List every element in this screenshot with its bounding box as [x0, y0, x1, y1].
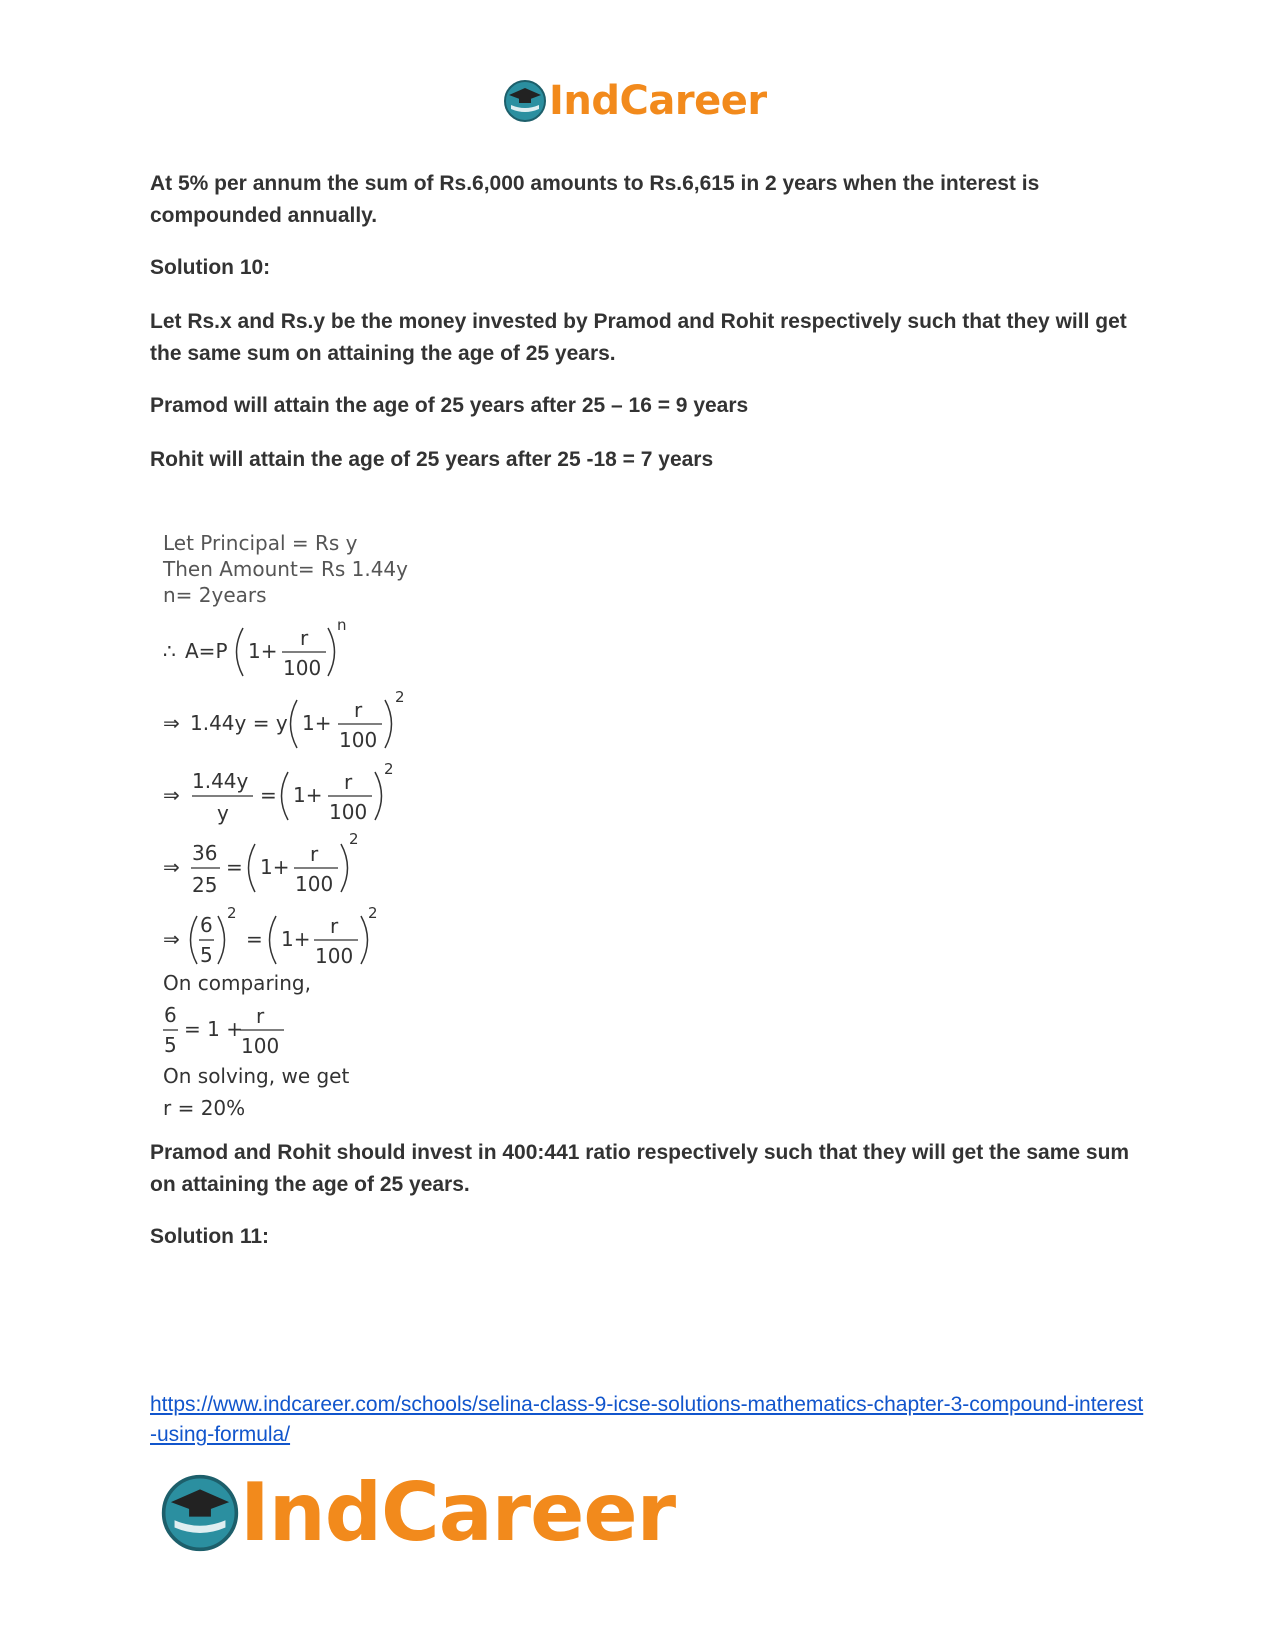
svg-text:1+: 1+: [293, 783, 323, 807]
svg-text:100: 100: [241, 1034, 280, 1058]
svg-text:100: 100: [315, 944, 354, 968]
svg-text:5: 5: [200, 943, 213, 967]
footer-link[interactable]: https://www.indcareer.com/schools/selina-class-9-icse-solutions-mathematics-chapter-3-compound-interest-using-formula/: [150, 1393, 1144, 1446]
svg-text:1+: 1+: [302, 711, 332, 735]
math-on-comparing: On comparing,: [163, 971, 311, 995]
svg-text:= 1 +: = 1 +: [184, 1017, 243, 1041]
svg-text:25: 25: [192, 873, 218, 897]
math-formula-compound: [163, 616, 347, 680]
svg-text:2: 2: [384, 760, 394, 778]
svg-text:⇒: ⇒: [163, 783, 180, 807]
svg-text:A=P: A=P: [185, 639, 228, 663]
graduation-cap-globe-icon: [160, 1473, 240, 1553]
paragraph-let-x-y: Let Rs.x and Rs.y be the money invested by Pramod and Rohit respectively such that they will get the same sum on attaining the age of 25 years.: [150, 310, 1127, 365]
svg-text:2: 2: [227, 904, 237, 922]
footer-logo[interactable]: [160, 1466, 675, 1559]
svg-text:⇒: ⇒: [163, 927, 180, 951]
svg-text:=: =: [226, 855, 243, 879]
svg-text:1+: 1+: [281, 927, 311, 951]
heading-solution-10: Solution 10:: [150, 256, 271, 279]
math-step-4: [163, 904, 378, 968]
logo-text: IndCareer: [549, 78, 767, 124]
math-step-5: [163, 1003, 284, 1058]
svg-text:r: r: [300, 626, 309, 650]
svg-text:2: 2: [395, 688, 405, 706]
svg-text:⇒: ⇒: [163, 711, 180, 735]
svg-text:1.44y: 1.44y: [192, 769, 249, 793]
math-line-principal: Let Principal = Rs y: [163, 531, 358, 555]
svg-text:n: n: [337, 616, 347, 634]
svg-text:r: r: [330, 914, 339, 938]
svg-text:36: 36: [192, 841, 218, 865]
svg-text:1.44y = y: 1.44y = y: [190, 711, 288, 735]
heading-solution-11: Solution 11:: [150, 1225, 270, 1248]
svg-text:100: 100: [295, 872, 334, 896]
paragraph-pramod-age: Pramod will attain the age of 25 years after 25 – 16 = 9 years: [150, 394, 749, 417]
svg-text:r: r: [344, 770, 353, 794]
math-line-n: n= 2years: [163, 583, 267, 607]
paragraph-ratio-conclusion: Pramod and Rohit should invest in 400:441 ratio respectively such that they will get the same sum on attaining the age of 25 years.: [150, 1141, 1130, 1196]
paragraph-interest-statement: At 5% per annum the sum of Rs.6,000 amounts to Rs.6,615 in 2 years when the interest is compounded annually.: [150, 172, 1040, 227]
svg-text:6: 6: [164, 1003, 177, 1027]
svg-text:=: =: [246, 927, 263, 951]
math-step-1: [163, 688, 405, 752]
math-step-3: [163, 830, 359, 897]
math-line-amount: Then Amount= Rs 1.44y: [163, 557, 408, 581]
svg-text:1+: 1+: [260, 855, 290, 879]
math-on-solving: On solving, we get: [163, 1064, 350, 1088]
svg-text:100: 100: [329, 800, 368, 824]
math-step-2: [163, 760, 394, 825]
svg-text:2: 2: [368, 904, 378, 922]
svg-text:6: 6: [200, 913, 213, 937]
svg-text:r: r: [354, 698, 363, 722]
svg-text:100: 100: [339, 728, 378, 752]
math-solution-image: [160, 530, 460, 1150]
svg-text:⇒: ⇒: [163, 855, 180, 879]
svg-text:2: 2: [349, 830, 359, 848]
graduation-cap-globe-icon: [503, 79, 547, 123]
math-result: r = 20%: [163, 1096, 246, 1120]
svg-text:=: =: [260, 783, 277, 807]
svg-text:r: r: [310, 842, 319, 866]
svg-text:1+: 1+: [248, 639, 278, 663]
svg-text:∴: ∴: [163, 639, 176, 663]
header-logo[interactable]: [503, 78, 767, 124]
svg-text:100: 100: [283, 656, 322, 680]
paragraph-rohit-age: Rohit will attain the age of 25 years after 25 -18 = 7 years: [150, 448, 714, 471]
logo-text: IndCareer: [240, 1466, 676, 1559]
svg-text:y: y: [217, 801, 229, 825]
svg-text:5: 5: [164, 1033, 177, 1057]
svg-text:r: r: [256, 1004, 265, 1028]
